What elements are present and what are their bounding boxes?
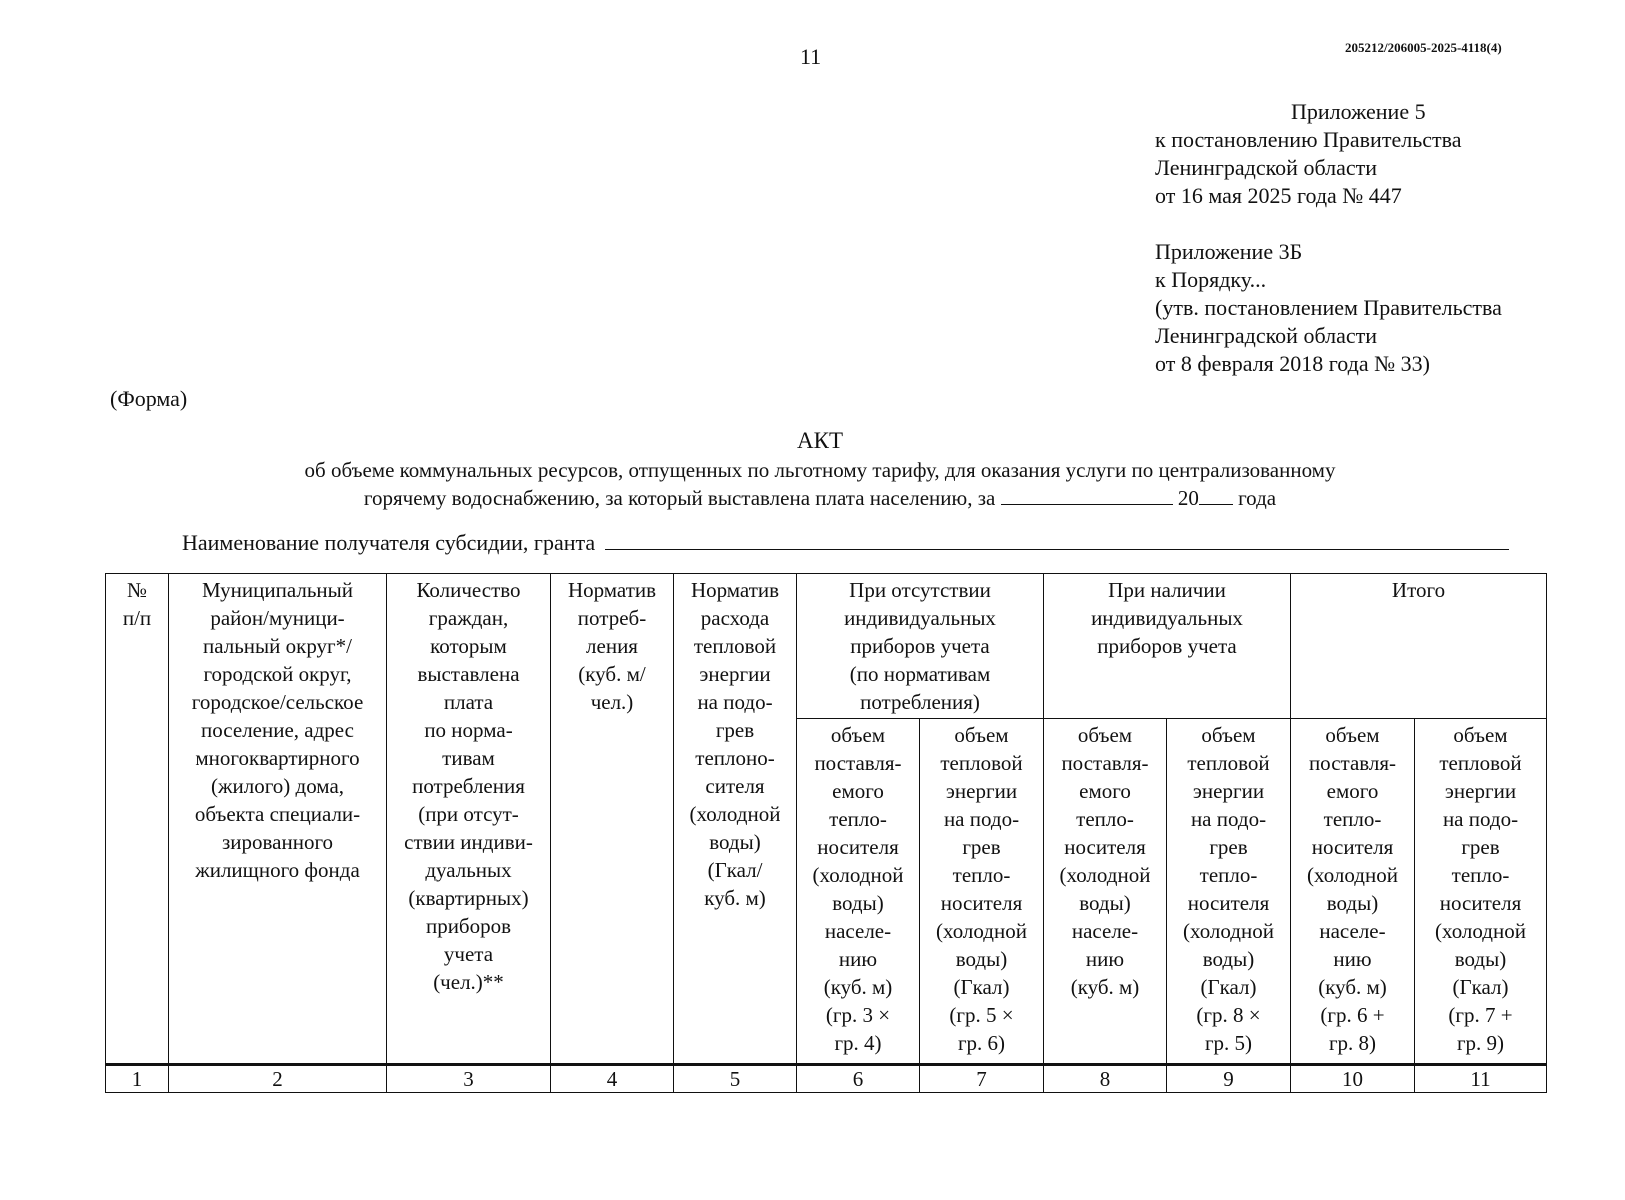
header-group-no-meters: При отсутствии индивидуальных приборов учета (по нормативам потребления)	[797, 574, 1044, 719]
recipient-row	[182, 530, 1509, 556]
annex-5-line: к постановлению Правительства	[1155, 127, 1462, 152]
act-subtitle-line-1: об объеме коммунальных ресурсов, отпущенных по льготному тарифу, для оказания услуги по централизованному	[304, 458, 1336, 482]
annex-3b-line: (утв. постановлением Правительства	[1155, 295, 1502, 320]
annex-3b-line: Ленинградской области	[1155, 323, 1377, 348]
column-number: 11	[1415, 1065, 1547, 1093]
header-citizens: Количество граждан, которым выставлена плата по норма- тивам потребления (при отсут- ствии индиви- дуальных (квартирных) приборов учета (чел.)**	[387, 574, 551, 1065]
header-group-total: Итого	[1291, 574, 1547, 719]
annex-5-line: от 16 мая 2025 года № 447	[1155, 183, 1402, 208]
header-heat-norm: Норматив расхода тепловой энергии на подо- грев теплоно- сителя (холодной воды) (Гкал/ куб. м)	[674, 574, 797, 1065]
document-code: 205212/206005-2025-4118(4)	[1345, 40, 1502, 55]
header-municipality: Муниципальный район/муници- пальный округ*/ городской округ, городское/сельское поселение, адрес многоквартирного (жилого) дома, объекта специали- зированного жилищного фонда	[169, 574, 387, 1065]
header-consumption-norm: Норматив потреб- ления (куб. м/ чел.)	[551, 574, 674, 1065]
header-col-11: объем тепловой энергии на подо- грев тепло- носителя (холодной воды) (Гкал) (гр. 7 + гр. 9)	[1415, 719, 1547, 1065]
act-table	[105, 573, 1547, 1093]
column-number-row	[106, 1065, 1547, 1093]
annex-5-line: Приложение 5	[1291, 99, 1426, 124]
period-blank-field[interactable]	[1001, 490, 1173, 505]
annex-3b-line: Приложение 3Б	[1155, 239, 1303, 264]
page-number: 11	[800, 44, 822, 69]
annex-3b-line: к Порядку...	[1155, 267, 1267, 292]
header-group-meters: При наличии индивидуальных приборов учета	[1044, 574, 1291, 719]
column-number: 8	[1044, 1065, 1167, 1093]
year-prefix: 20	[1177, 486, 1199, 510]
header-col-7: объем тепловой энергии на подо- грев тепло- носителя (холодной воды) (Гкал) (гр. 5 × гр. 6)	[920, 719, 1044, 1065]
form-label: (Форма)	[110, 386, 188, 411]
column-number: 10	[1291, 1065, 1415, 1093]
year-blank-field[interactable]	[1199, 490, 1233, 505]
annex-3b-block	[1155, 238, 1502, 378]
column-number: 2	[169, 1065, 387, 1093]
column-number: 6	[797, 1065, 920, 1093]
annex-5-block	[1155, 98, 1461, 210]
recipient-blank-field[interactable]	[605, 535, 1509, 550]
header-col-10: объем поставля- емого тепло- носителя (холодной воды) населе- нию (куб. м) (гр. 6 + гр. 8)	[1291, 719, 1415, 1065]
header-col-8: объем поставля- емого тепло- носителя (холодной воды) населе- нию (куб. м)	[1044, 719, 1167, 1065]
header-col-6: объем поставля- емого тепло- носителя (холодной воды) населе- нию (куб. м) (гр. 3 × гр. 4)	[797, 719, 920, 1065]
annex-5-line: Ленинградской области	[1155, 155, 1377, 180]
column-number: 3	[387, 1065, 551, 1093]
column-number: 4	[551, 1065, 674, 1093]
year-suffix-text: года	[1238, 486, 1277, 510]
act-subtitle-text: горячему водоснабжению, за который выставлена плата населению, за	[363, 486, 996, 510]
column-number: 1	[106, 1065, 169, 1093]
recipient-label: Наименование получателя субсидии, гранта	[182, 530, 596, 555]
column-number: 9	[1167, 1065, 1291, 1093]
column-number: 7	[920, 1065, 1044, 1093]
act-subtitle-line-2	[0, 484, 1625, 512]
act-subtitle	[0, 456, 1625, 512]
annex-3b-line: от 8 февраля 2018 года № 33)	[1155, 351, 1430, 376]
header-no: № п/п	[106, 574, 169, 1065]
act-title: АКТ	[797, 428, 843, 453]
header-row-1	[106, 574, 1547, 719]
header-col-9: объем тепловой энергии на подо- грев тепло- носителя (холодной воды) (Гкал) (гр. 8 × гр. 5)	[1167, 719, 1291, 1065]
column-number: 5	[674, 1065, 797, 1093]
